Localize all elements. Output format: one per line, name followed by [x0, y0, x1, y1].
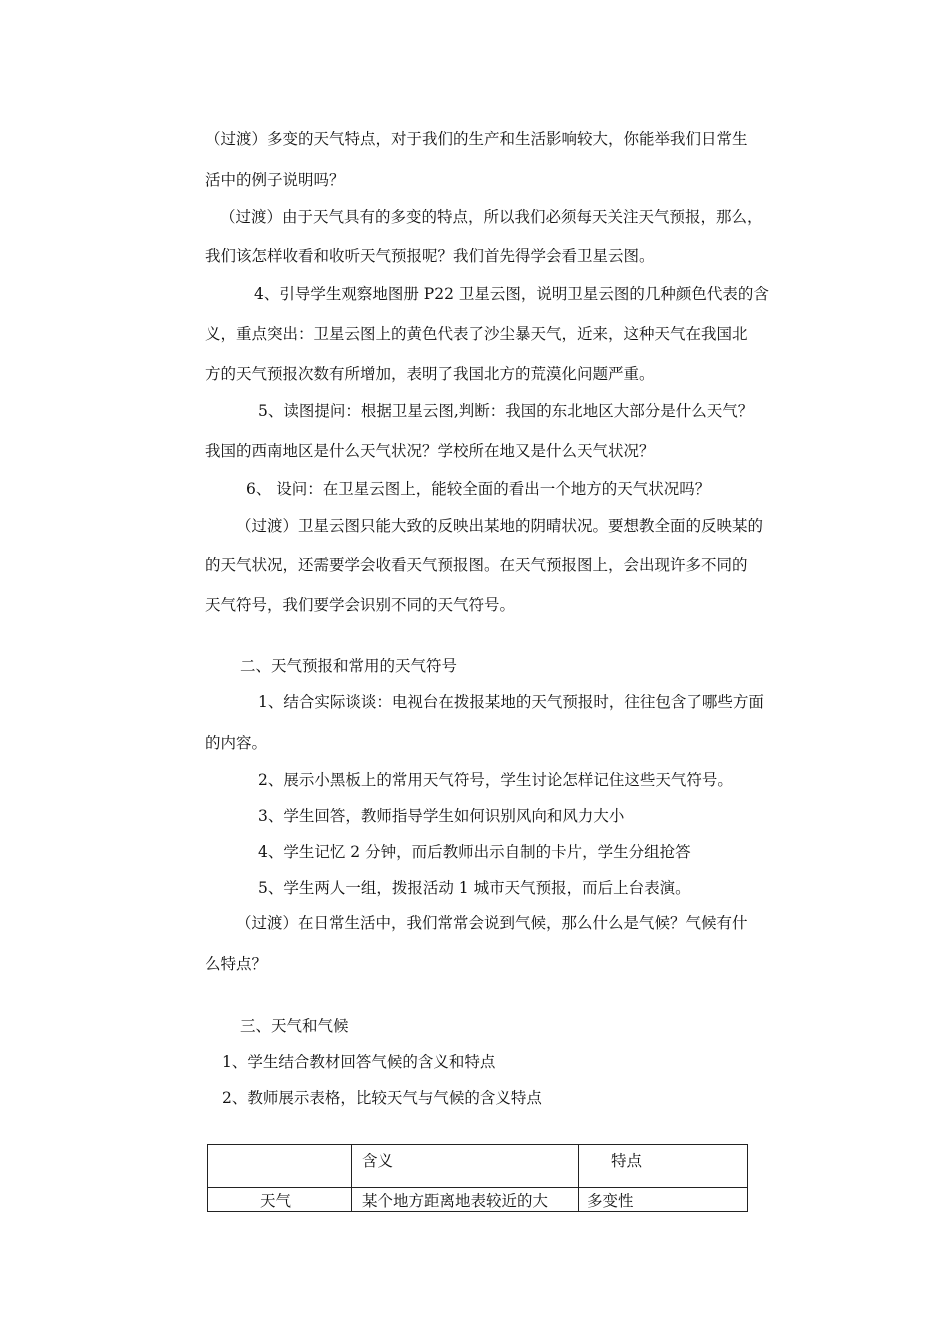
paragraph-line: （过渡）卫星云图只能大致的反映出某地的阴晴状况。要想教全面的反映某的	[236, 517, 764, 535]
paragraph-line: 2、教师展示表格，比较天气与气候的含义特点	[222, 1089, 542, 1107]
paragraph-line: 方的天气预报次数有所增加，表明了我国北方的荒漠化问题严重。	[205, 365, 655, 383]
paragraph-line: 5、读图提问：根据卫星云图,判断：我国的东北地区大部分是什么天气？	[258, 402, 754, 420]
paragraph-line: 1、学生结合教材回答气候的含义和特点	[222, 1053, 496, 1071]
table-row	[208, 1188, 748, 1212]
table-cell: 某个地方距离地表较近的大	[352, 1188, 579, 1212]
paragraph-line: 6、 设问：在卫星云图上，能较全面的看出一个地方的天气状况吗？	[246, 480, 711, 498]
paragraph-line: （过渡）由于天气具有的多变的特点，所以我们必须每天关注天气预报，那么，	[220, 208, 763, 226]
paragraph-line: （过渡）在日常生活中，我们常常会说到气候，那么什么是气候？气候有什	[236, 914, 748, 932]
paragraph-line: 么特点？	[205, 955, 268, 973]
paragraph-line: 的内容。	[205, 734, 268, 752]
paragraph-line: 4、学生记忆 2 分钟，而后教师出示自制的卡片，学生分组抢答	[258, 843, 691, 861]
table-header-cell	[208, 1145, 352, 1188]
section-heading: 三、天气和气候	[240, 1017, 349, 1035]
paragraph-line: 天气符号，我们要学会识别不同的天气符号。	[205, 596, 516, 614]
table-header-cell: 含义	[352, 1145, 579, 1188]
paragraph-line: 的天气状况，还需要学会收看天气预报图。在天气预报图上，会出现许多不同的	[205, 556, 748, 574]
paragraph-line: 3、学生回答，教师指导学生如何识别风向和风力大小	[258, 807, 625, 825]
paragraph-line: 4、引导学生观察地图册 P22 卫星云图，说明卫星云图的几种颜色代表的含	[254, 285, 769, 303]
paragraph-line: 5、学生两人一组，拨报活动 1 城市天气预报，而后上台表演。	[258, 879, 691, 897]
section-heading: 二、天气预报和常用的天气符号	[240, 657, 458, 675]
paragraph-line: 我国的西南地区是什么天气状况？学校所在地又是什么天气状况？	[205, 442, 655, 460]
paragraph-line: 义，重点突出：卫星云图上的黄色代表了沙尘暴天气，近来，这种天气在我国北	[205, 325, 748, 343]
comparison-table	[207, 1144, 748, 1212]
table-cell: 多变性	[579, 1188, 748, 1212]
paragraph-line: 活中的例子说明吗？	[205, 171, 345, 189]
table-header-cell: 特点	[579, 1145, 748, 1188]
paragraph-line: （过渡）多变的天气特点，对于我们的生产和生活影响较大，你能举我们日常生	[205, 130, 748, 148]
paragraph-line: 我们该怎样收看和收听天气预报呢？我们首先得学会看卫星云图。	[205, 247, 655, 265]
paragraph-line: 1、结合实际谈谈：电视台在拨报某地的天气预报时，往往包含了哪些方面	[258, 693, 764, 711]
table-cell: 天气	[208, 1188, 352, 1212]
paragraph-line: 2、展示小黑板上的常用天气符号，学生讨论怎样记住这些天气符号。	[258, 771, 733, 789]
table-header-row	[208, 1145, 748, 1188]
